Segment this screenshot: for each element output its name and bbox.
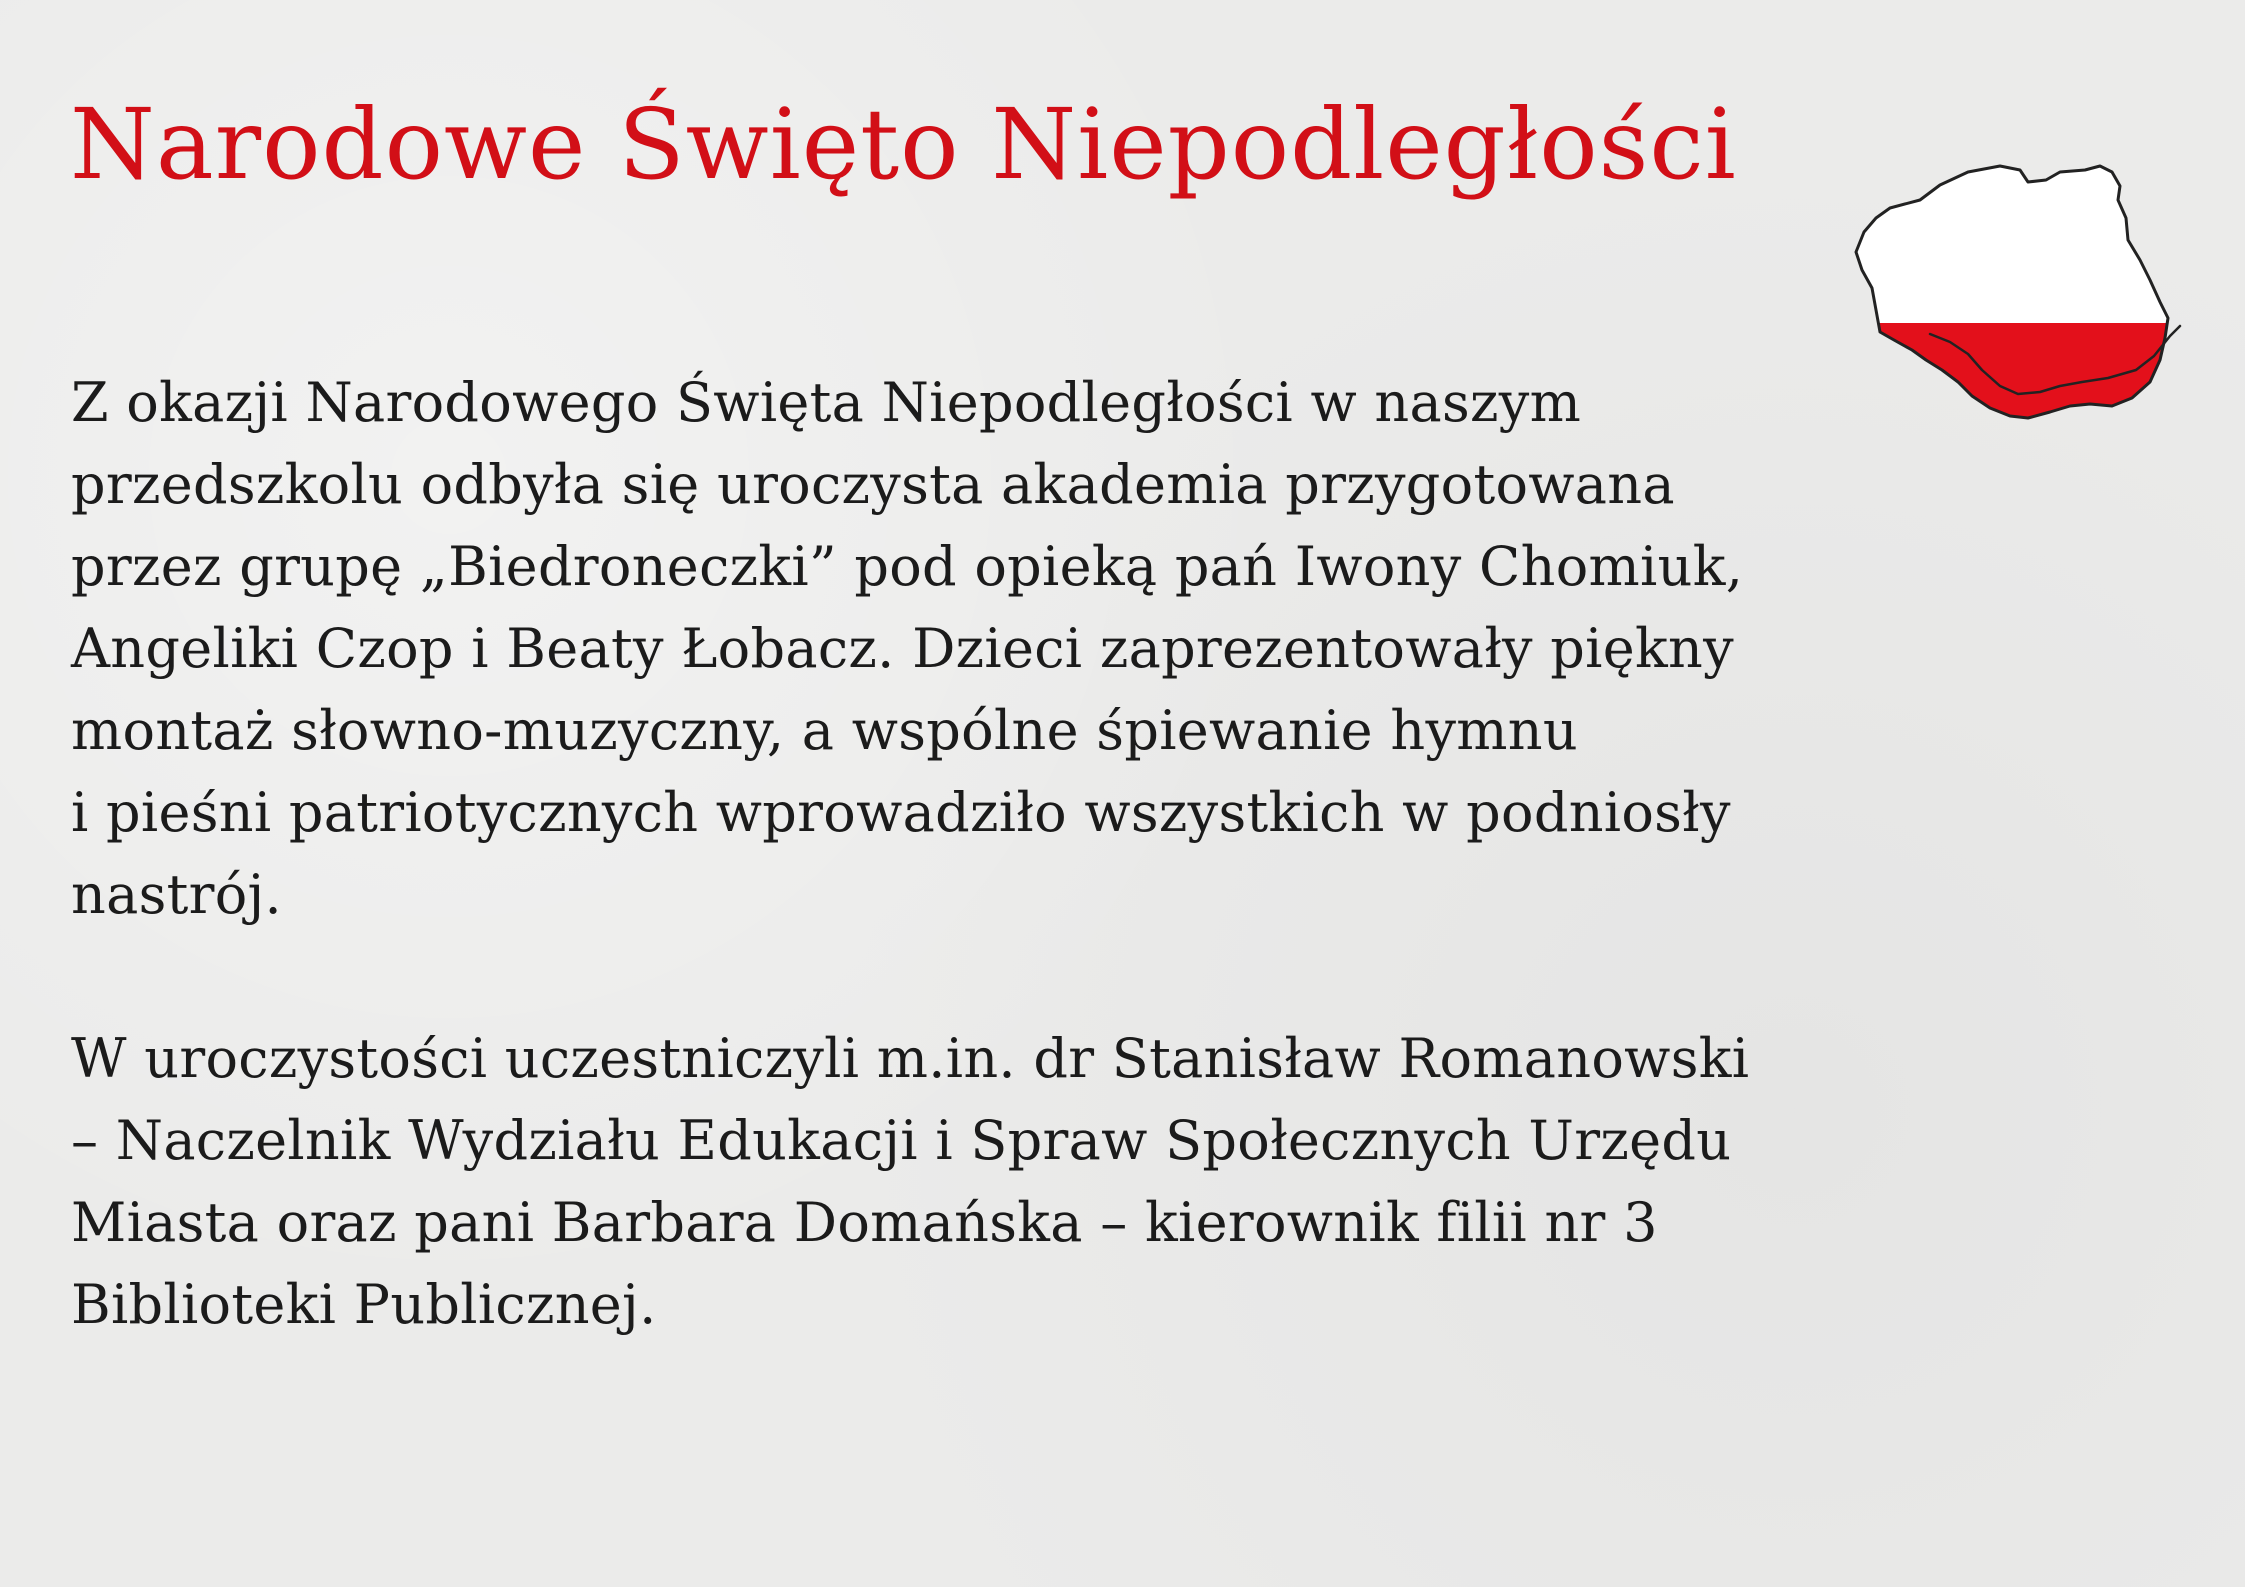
text-line: nastrój. — [71, 863, 283, 926]
text-line: Biblioteki Publicznej. — [71, 1273, 657, 1336]
text-line: i pieśni patriotycznych wprowadziło wszystkich w podniosły — [71, 781, 1731, 844]
text-line: Miasta oraz pani Barbara Domańska – kierownik filii nr 3 — [71, 1191, 1658, 1254]
text-line: – Naczelnik Wydziału Edukacji i Spraw Społecznych Urzędu — [71, 1109, 1732, 1172]
article-body — [71, 362, 1971, 1346]
text-line: W uroczystości uczestniczyli m.in. dr Stanisław Romanowski — [71, 1027, 1750, 1090]
flag-white-stripe — [1850, 160, 2195, 323]
text-line: przez grupę „Biedroneczki” pod opieką pań Iwony Chomiuk, — [71, 535, 1744, 598]
page-title: Narodowe Święto Niepodległości — [70, 88, 1737, 201]
poland-map-flag-icon — [1850, 160, 2195, 475]
text-line: Angeliki Czop i Beaty Łobacz. Dzieci zaprezentowały piękny — [71, 617, 1734, 680]
paragraph-2 — [71, 1018, 1971, 1346]
text-line: Z okazji Narodowego Święta Niepodległości w naszym — [71, 371, 1582, 434]
paragraph-gap — [71, 936, 1971, 1018]
paragraph-1 — [71, 362, 1971, 936]
text-line: przedszkolu odbyła się uroczysta akademia przygotowana — [71, 453, 1675, 516]
text-line: montaż słowno-muzyczny, a wspólne śpiewanie hymnu — [71, 699, 1578, 762]
